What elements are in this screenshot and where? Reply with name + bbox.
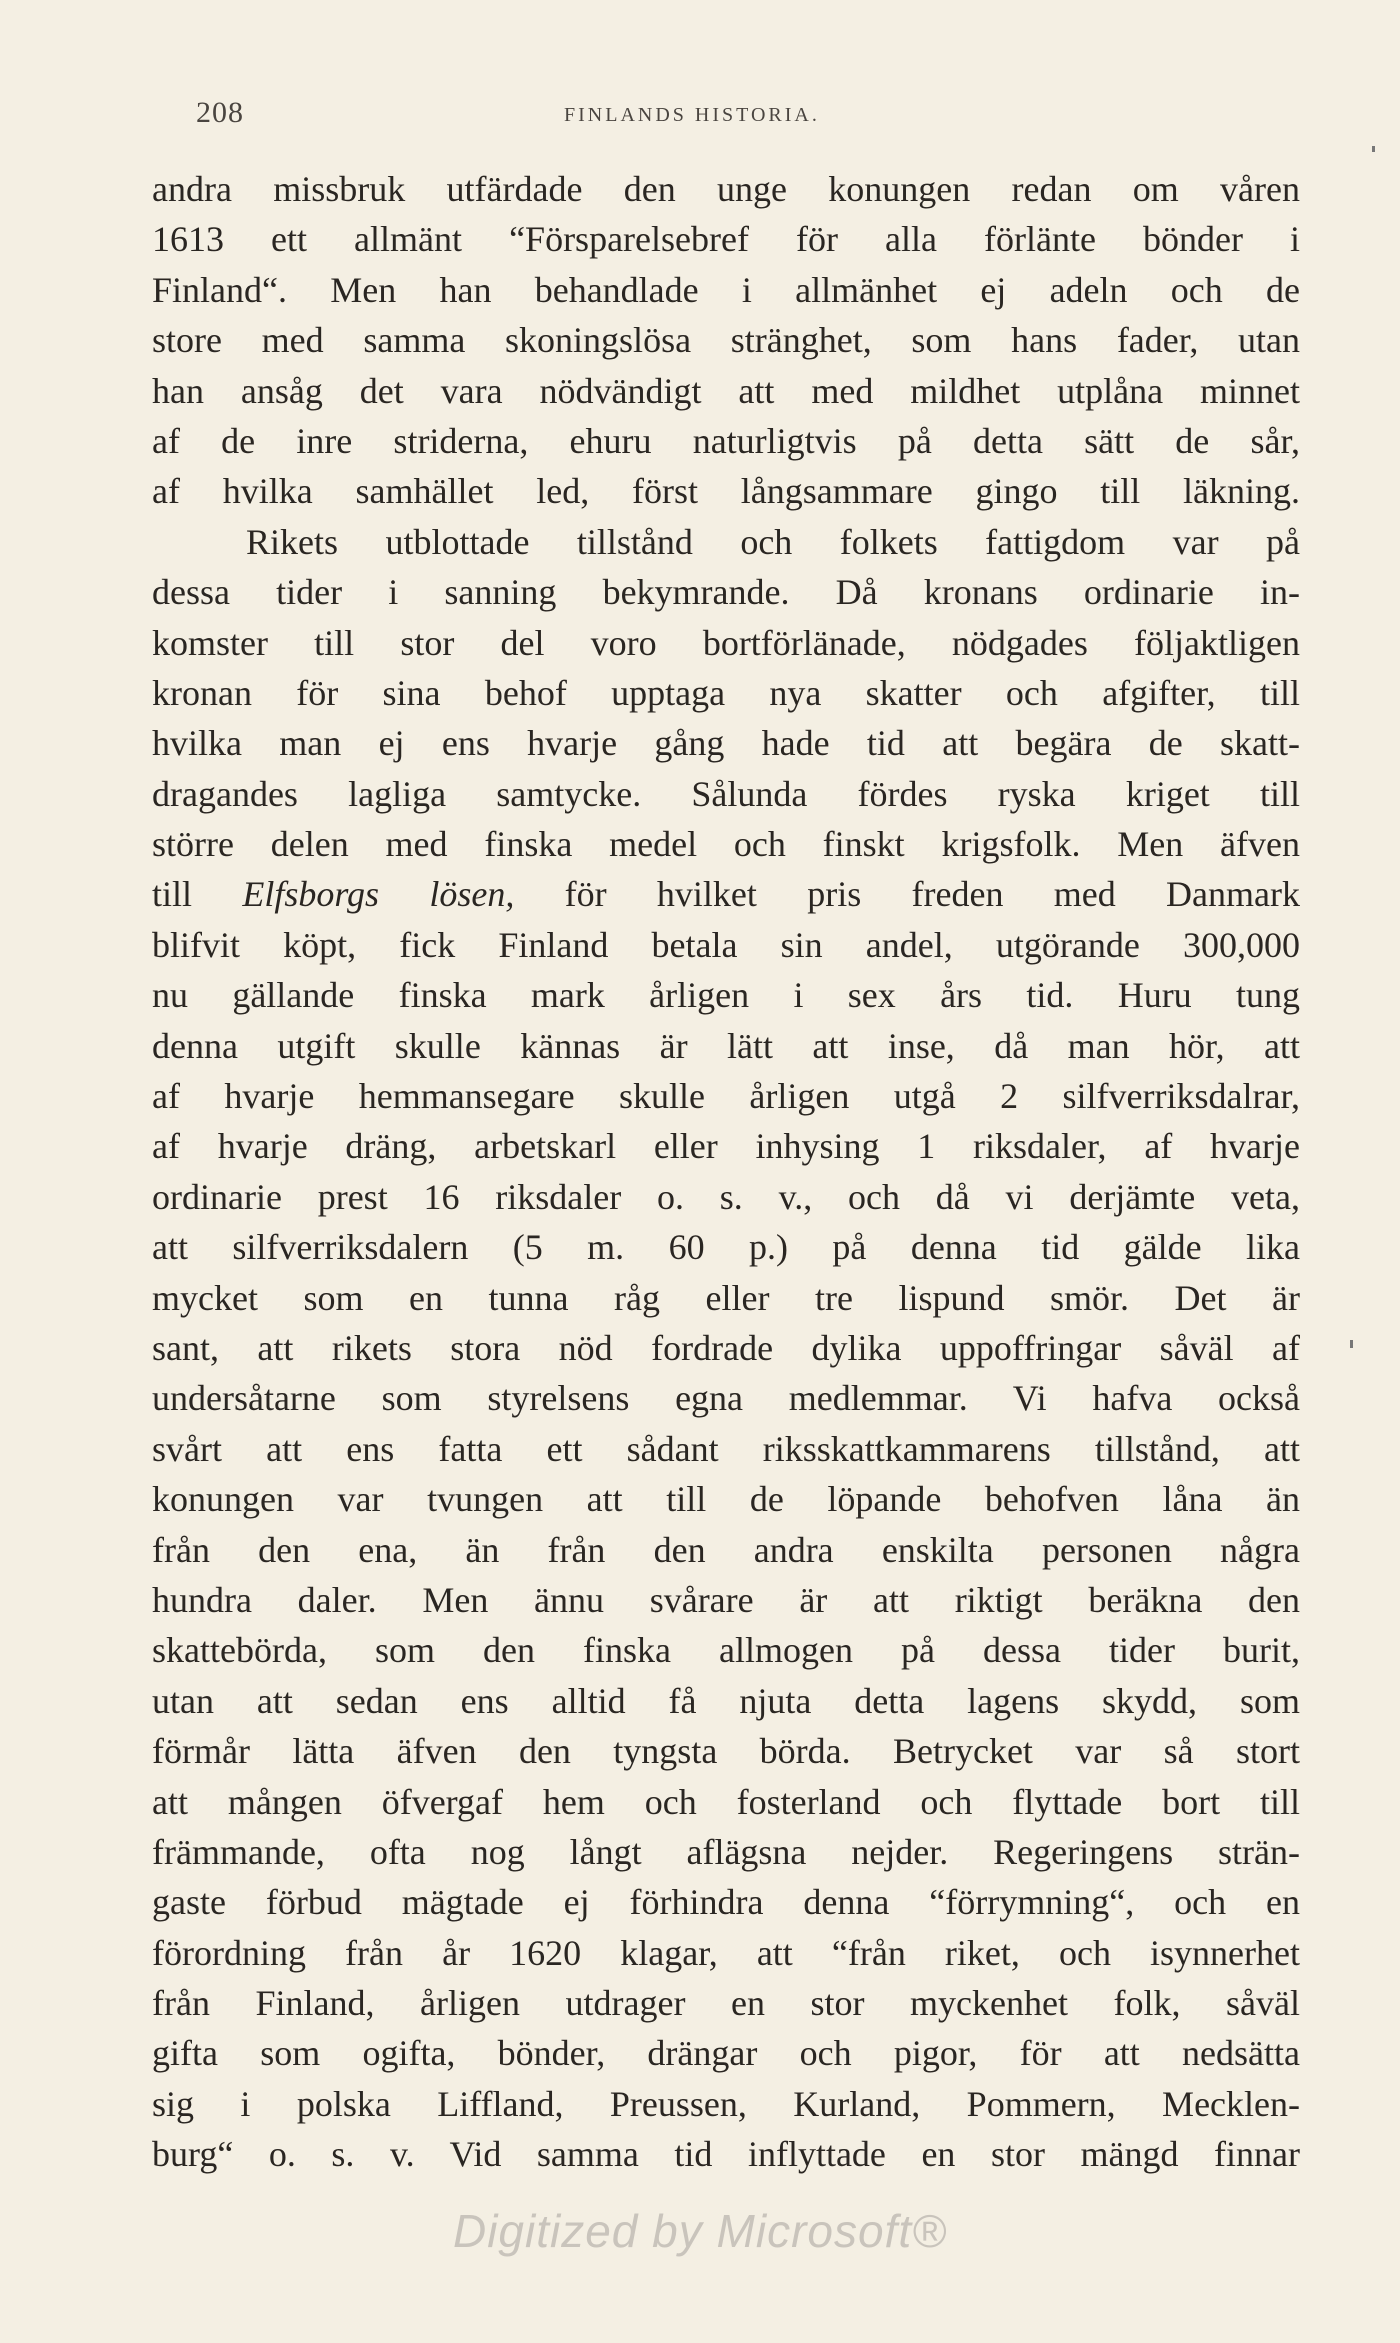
text-line: från den ena, än från den andra enskilta personen några [152,1529,1300,1570]
text-line: utan att sedan ens alltid få njuta detta lagens skydd, som [152,1680,1300,1721]
text-line: af hvarje dräng, arbetskarl eller inhysing 1 riksdaler, af hvarje [152,1126,1300,1167]
text-line: komster till stor del voro bortförlänade, nödgades följaktligen [152,622,1300,663]
text-line: undersåtarne som styrelsens egna medlemmar. Vi hafva också [152,1378,1300,1419]
text-line: hundra daler. Men ännu svårare är att riktigt beräkna den [152,1579,1300,1620]
page-number: 208 [196,96,244,129]
text-line: dragandes lagliga samtycke. Sålunda fördes ryska kriget till [152,773,1300,814]
text-line: Finland“. Men han behandlade i allmänhet ej adeln och de [152,269,1300,310]
text-line: af de inre striderna, ehuru naturligtvis på detta sätt de sår, [152,420,1300,461]
text-line: främmande, ofta nog långt aflägsna nejder. Regeringens strän- [152,1831,1300,1872]
print-speck [1372,146,1375,152]
text-line: blifvit köpt, fick Finland betala sin andel, utgörande 300,000 [152,924,1300,965]
text-line: förmår lätta äfven den tyngsta börda. Betrycket var så stort [152,1731,1300,1772]
body-text [152,164,1300,2180]
text-line-with-italic: till Elfsborgs lösen, för hvilket pris freden med Danmark [152,874,1300,915]
text-line: konungen var tvungen att till de löpande behofven låna än [152,1479,1300,1520]
running-title: FINLANDS HISTORIA. [564,104,820,126]
watermark: Digitized by Microsoft® [452,2205,948,2257]
text-line: af hvarje hemmansegare skulle årligen utgå 2 silfverriksdalrar, [152,1076,1300,1117]
text-line: 1613 ett allmänt “Försparelsebref för alla förlänte bönder i [152,219,1300,260]
text-line: sant, att rikets stora nöd fordrade dylika uppoffringar såväl af [152,1327,1300,1368]
text-line: store med samma skoningslösa stränghet, som hans fader, utan [152,320,1300,361]
running-head [196,96,1300,136]
text-line: kronan för sina behof upptaga nya skatter och afgifter, till [152,672,1300,713]
text-line: att silfverriksdalern (5 m. 60 p.) på denna tid gälde lika [152,1227,1300,1268]
text-line: svårt att ens fatta ett sådant riksskattkammarens tillstånd, att [152,1428,1300,1469]
text-line: gaste förbud mägtade ej förhindra denna “förrymning“, och en [152,1882,1300,1923]
paragraph-start-line: Rikets utblottade tillstånd och folkets fattigdom var på [246,521,1300,562]
text-line: förordning från år 1620 klagar, att “från riket, och isynnerhet [152,1932,1300,1973]
text-line: af hvilka samhället led, först långsammare gingo till läkning. [152,471,1300,512]
text-line: ordinarie prest 16 riksdaler o. s. v., och då vi derjämte veta, [152,1176,1300,1217]
text-line: att mången öfvergaf hem och fosterland och flyttade bort till [152,1781,1300,1822]
text-line: sig i polska Liffland, Preussen, Kurland, Pommern, Mecklen- [152,2083,1300,2124]
text-line: nu gällande finska mark årligen i sex års tid. Huru tung [152,975,1300,1016]
text-line: större delen med finska medel och finskt krigsfolk. Men äfven [152,824,1300,865]
text-line: burg“ o. s. v. Vid samma tid inflyttade en stor mängd finnar [152,2134,1300,2175]
text-line: han ansåg det vara nödvändigt att med mildhet utplåna minnet [152,370,1300,411]
text-line: mycket som en tunna råg eller tre lispund smör. Det är [152,1277,1300,1318]
text-line: hvilka man ej ens hvarje gång hade tid att begära de skatt- [152,723,1300,764]
text-line: denna utgift skulle kännas är lätt att inse, då man hör, att [152,1025,1300,1066]
text-line: skattebörda, som den finska allmogen på dessa tider burit, [152,1630,1300,1671]
print-speck [1350,1340,1353,1348]
text-line: dessa tider i sanning bekymrande. Då kronans ordinarie in- [152,572,1300,613]
text-line: gifta som ogifta, bönder, drängar och pigor, för att nedsätta [152,2033,1300,2074]
text-line: från Finland, årligen utdrager en stor myckenhet folk, såväl [152,1983,1300,2024]
text-line: andra missbruk utfärdade den unge konungen redan om våren [152,169,1300,209]
italic-phrase: Elfsborgs lösen, [242,874,515,915]
